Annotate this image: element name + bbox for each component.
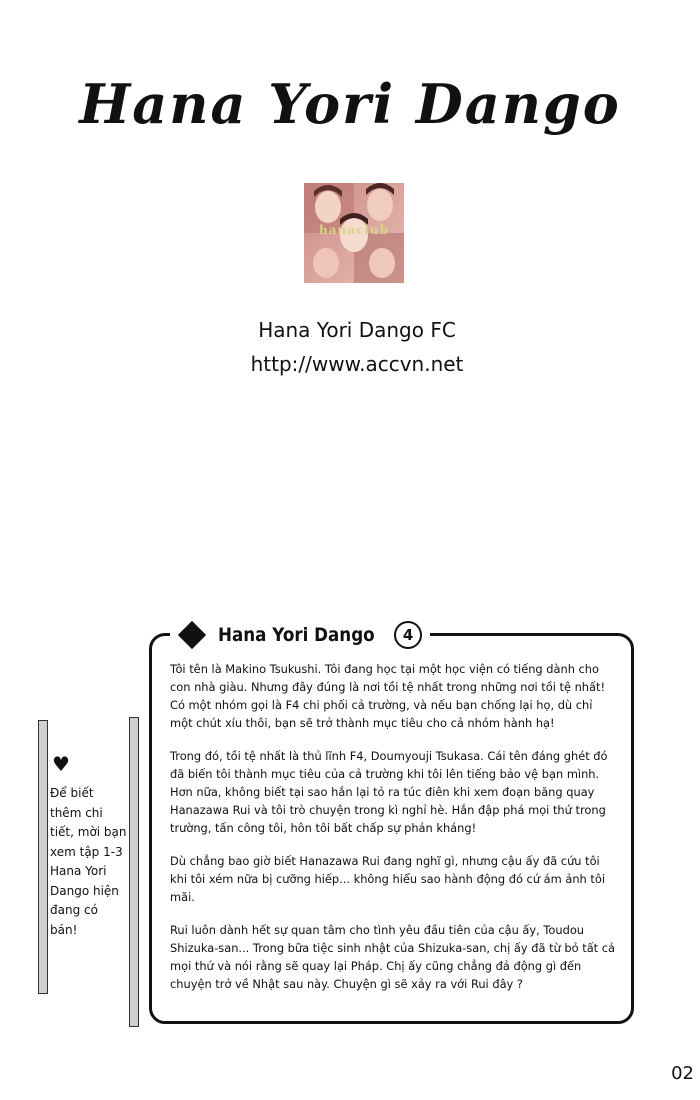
cover-image (304, 183, 404, 283)
volume-badge: 4 (394, 621, 422, 649)
summary-paragraph: Dù chẳng bao giờ biết Hanazawa Rui đang nghĩ gì, nhưng cậu ấy đã cứu tôi khi tôi xém nữa bị cưỡng hiếp... không hiểu sao hành động đó cứ ám ảnh tôi mãi. (170, 854, 605, 904)
page-title: Hana Yori Dango (79, 72, 621, 136)
club-url: http://www.accvn.net (250, 352, 464, 376)
summary-heading (170, 618, 430, 652)
cover-text: hanaclub (319, 223, 389, 237)
decorative-bar-left (38, 720, 48, 994)
page-number: 02 (671, 1063, 694, 1084)
summary-paragraph: Rui luôn dành hết sự quan tâm cho tình yêu đầu tiên của cậu ấy, Toudou Shizuka-san... Trong bữa tiệc sinh nhật của Shizuka-san, chị ấy đã từ bỏ tất cả mọi thứ và nói rằng sẽ quay lại Pháp. Chị ấy cũng chẳng đả động gì đến chuyện trở về Nhật sau này. Chuyện gì sẽ xảy ra với Rui đây ? (170, 923, 616, 991)
summary-paragraph: Trong đó, tồi tệ nhất là thủ lĩnh F4, Doumyouji Tsukasa. Cái tên đáng ghét đó đã biến tôi thành mục tiêu của cả trường khi tôi lên tiếng bảo vệ bạn mình. Hơn nữa, không biết tại sao hắn lại tỏ ra túc điên khi xem đoạn băng quay Hanazawa Rui và tôi trò chuyện trong kì nghỉ hè. Hắn đập phá mọi thứ trong trường, tấn công tôi, hôn tôi bất chấp sự phản kháng! (170, 749, 608, 835)
side-note: Để biết thêm chi tiết, mời bạn xem tập 1-3 Hana Yori Dango hiện đang có bán! (50, 786, 127, 937)
club-name: Hana Yori Dango FC (258, 318, 456, 342)
summary-heading-text: Hana Yori Dango (218, 624, 375, 646)
heart-icon: ♥ (52, 752, 70, 776)
diamond-icon (178, 621, 206, 649)
decorative-bar-right (129, 717, 139, 1027)
summary-paragraph: Tôi tên là Makino Tsukushi. Tôi đang học tại một học viện có tiếng dành cho con nhà giàu. Nhưng đây đúng là nơi tồi tệ nhất trong những nơi tồi tệ nhất! Có một nhóm gọi là F4 chi phối cả trường, và nếu bạn chống lại họ, dù chỉ một chút xíu thôi, bạn sẽ trở thành mục tiêu cho cả nhóm hành hạ! (170, 662, 606, 730)
summary-body (170, 660, 618, 1008)
